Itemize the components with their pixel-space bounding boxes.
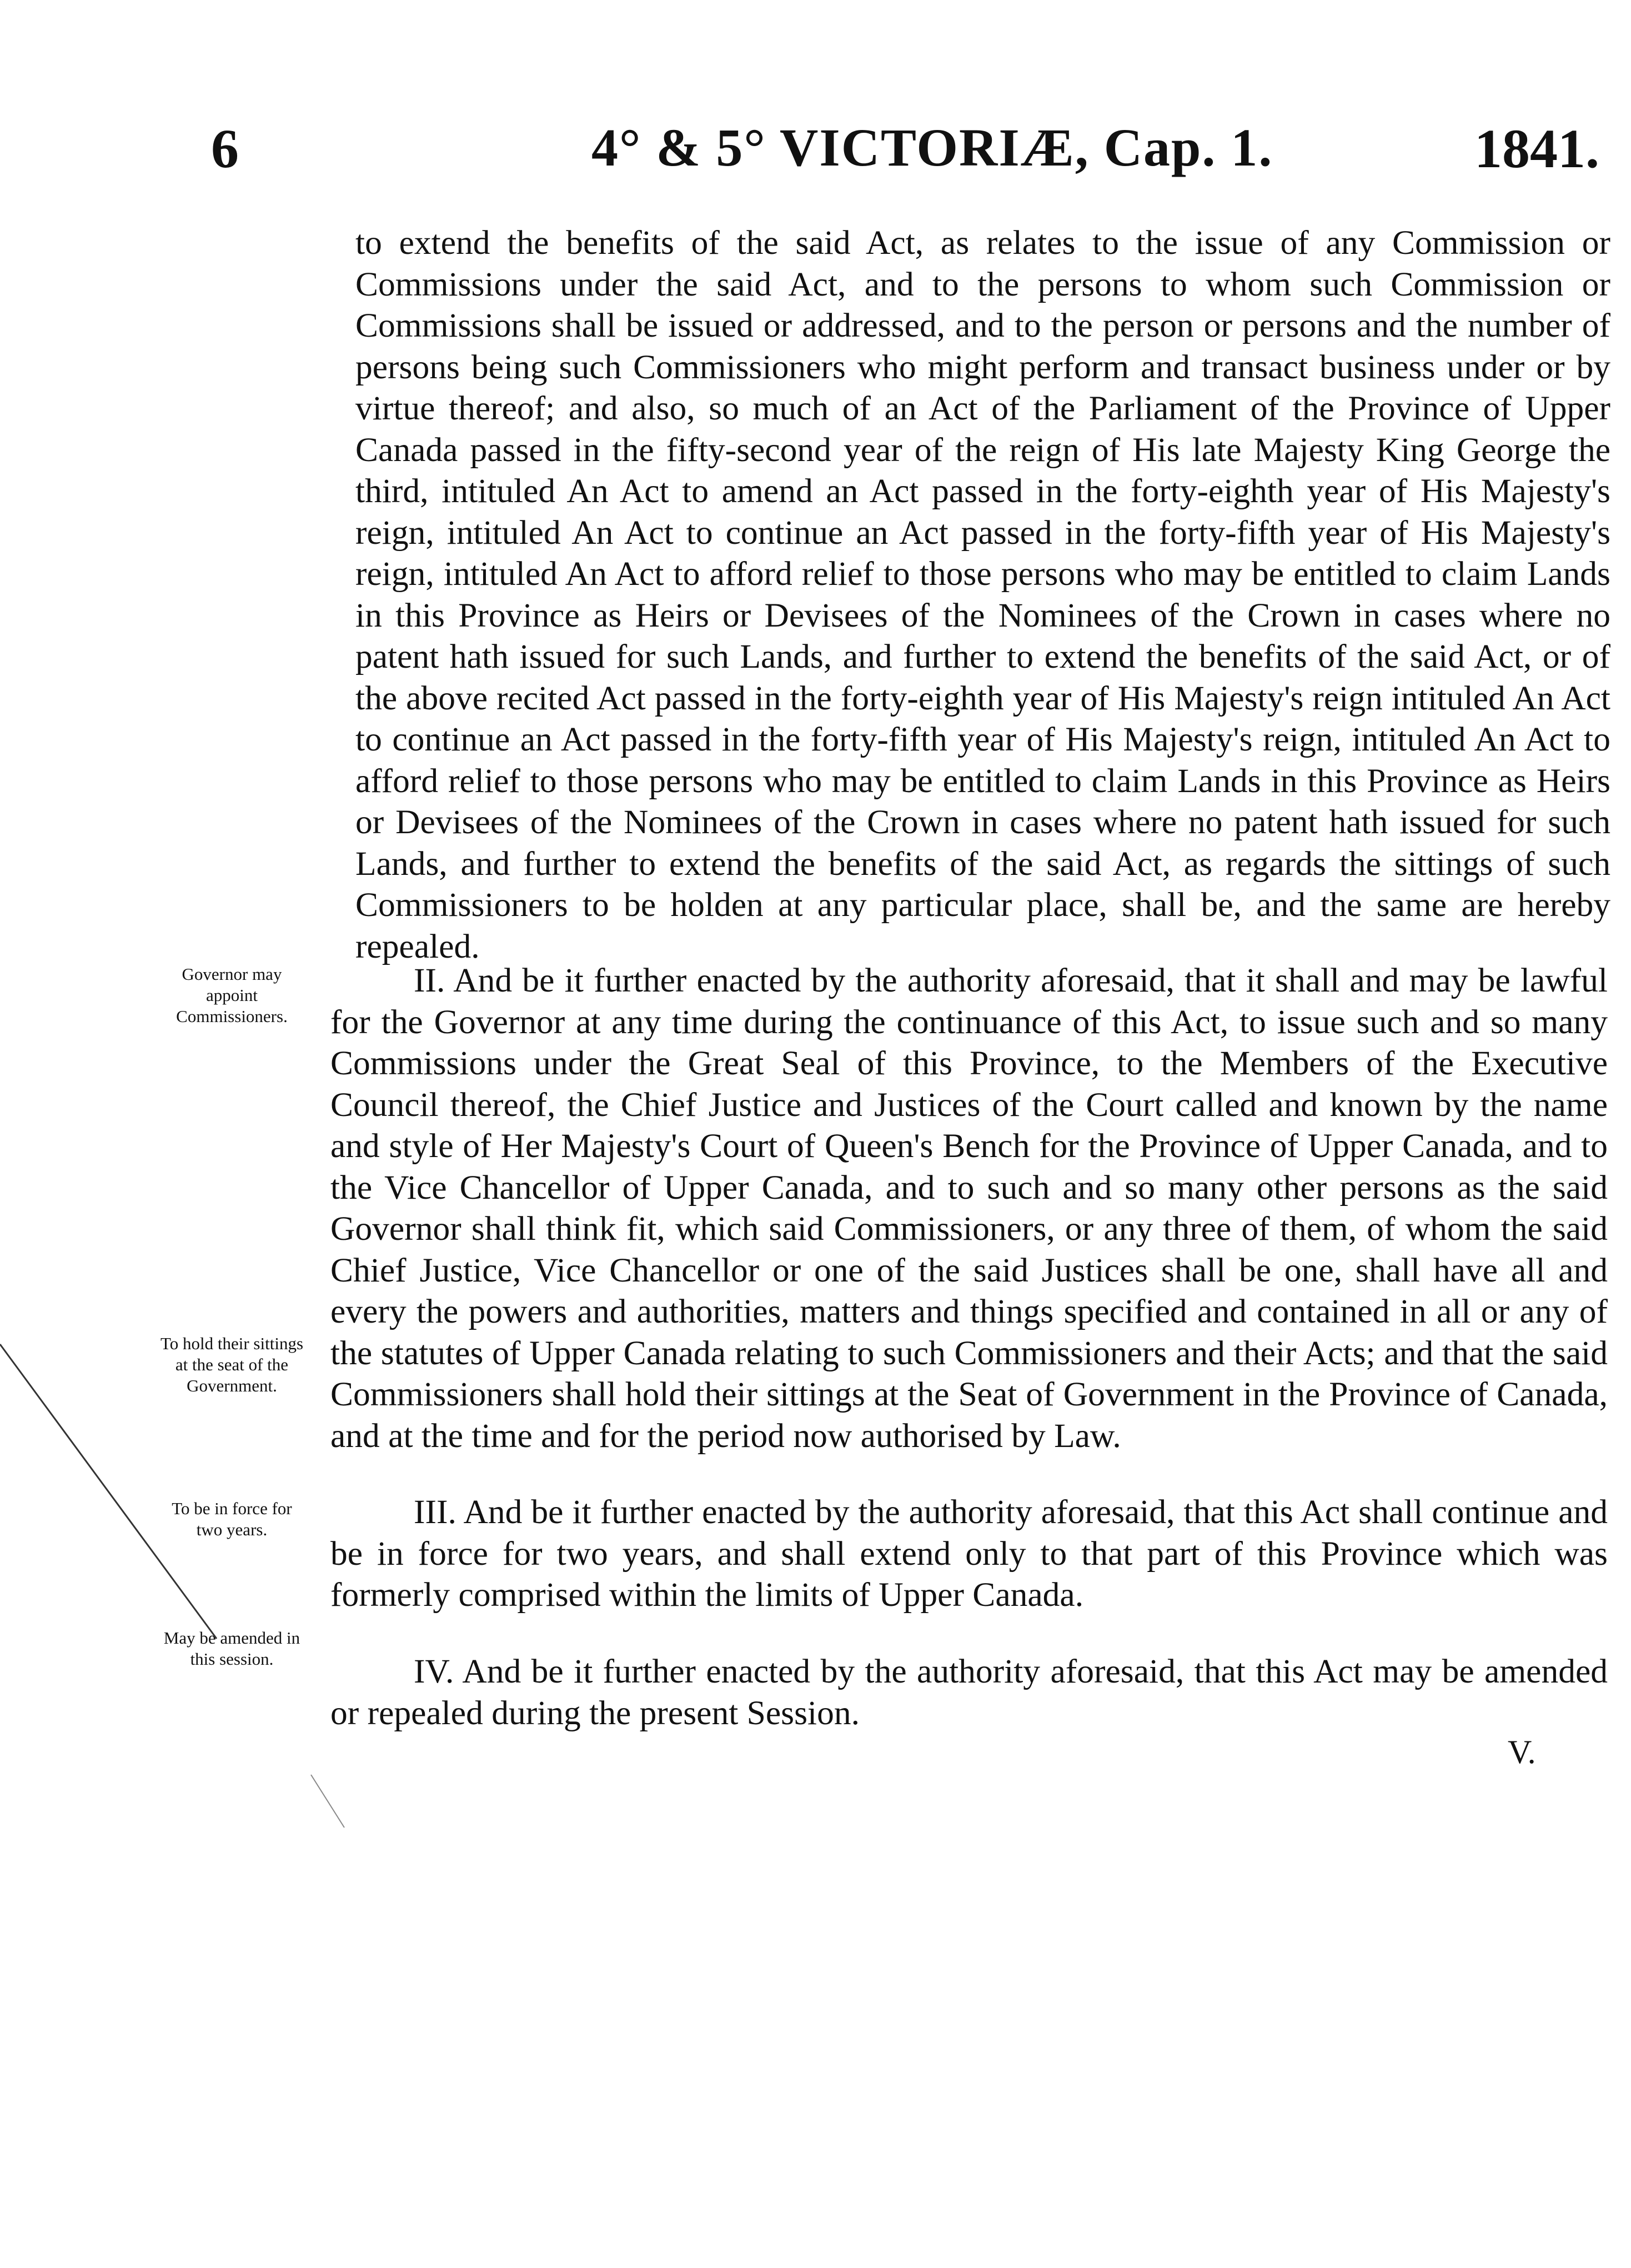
catchword: V. — [1508, 1734, 1536, 1770]
margin-note-governor: Governor may appoint Commissioners. — [176, 964, 288, 1026]
margin-note-force: To be in force for two years. — [172, 1499, 292, 1539]
section-4: IV. And be it further enacted by the authority aforesaid, that this Act may be amended or repealed during the present Session. — [330, 1653, 1608, 1732]
year: 1841. — [1474, 118, 1599, 179]
continuation-paragraph: to extend the benefits of the said Act, as relates to the issue of any Commission or Commissions under the said Act, and to the persons to whom such Commission or Commissions shall be issued or addressed, and to the person or persons and the number of persons being such Commissioners who might perform and transact business under or by virtue thereof; and also, so much of an Act of the Parliament of the Province of Upper Canada passed in the fifty-second year of the reign of His late Majesty King George the third, intituled An Act to amend an Act passed in the forty-eighth year of His Majesty's reign, intituled An Act to continue an Act passed in the forty-fifth year of His Majesty's reign, intituled An Act to afford relief to those persons who may be entitled to claim Lands in this Province as Heirs or Devisees of the Nominees of the Crown in cases where no patent hath issued for such Lands, and further to extend the benefits of the said Act, or of the above recited Act passed in the forty-eighth year of His Majesty's reign intituled An Act to continue an Act passed in the forty-fifth year of His Majesty's reign, intituled An Act to afford relief to those persons who may be entitled to claim Lands in this Province as Heirs or Devisees of the Nominees of the Crown in cases where no patent hath issued for such Lands, and further to extend the benefits of the said Act, as regards the sittings of such Commissioners to be holden at any particular place, shall be, and the same are hereby repealed. — [355, 224, 1610, 965]
running-title: 4° & 5° VICTORIÆ, Cap. 1. — [591, 118, 1273, 177]
section-2: II. And be it further enacted by the authority aforesaid, that it shall and may be lawful for the Governor at any time during the continuance of this Act, to issue such and so many Commissions under the Great Seal of this Province, to the Members of the Executive Council thereof, the Chief Justice and Justices of the Court called and known by the name and style of Her Majesty's Court of Queen's Bench for the Province of Upper Canada, and to the Vice Chancellor of Upper Canada, and to such and so many other persons as the said Governor shall think fit, which said Commissioners, or any three of them, of whom the said Chief Justice, Vice Chancellor or one of the said Justices shall be one, shall have all and every the powers and authorities, matters and things specified and contained in all or any of the statutes of Upper Canada relating to such Commissioners and their Acts; and that the said Commissioners shall hold their sittings at the Seat of Government in the Province of Canada, and at the time and for the period now authorised by Law. — [330, 962, 1608, 1455]
margin-note-amended: May be amended in this session. — [163, 1628, 300, 1669]
page-number: 6 — [211, 118, 239, 179]
section-3: III. And be it further enacted by the authority aforesaid, that this Act shall continue and be in force for two years, and shall extend only to that part of this Province which was formerly comprised within the limits of Upper Canada. — [330, 1493, 1608, 1614]
margin-note-sittings: To hold their sittings at the seat of the Government. — [160, 1334, 304, 1395]
